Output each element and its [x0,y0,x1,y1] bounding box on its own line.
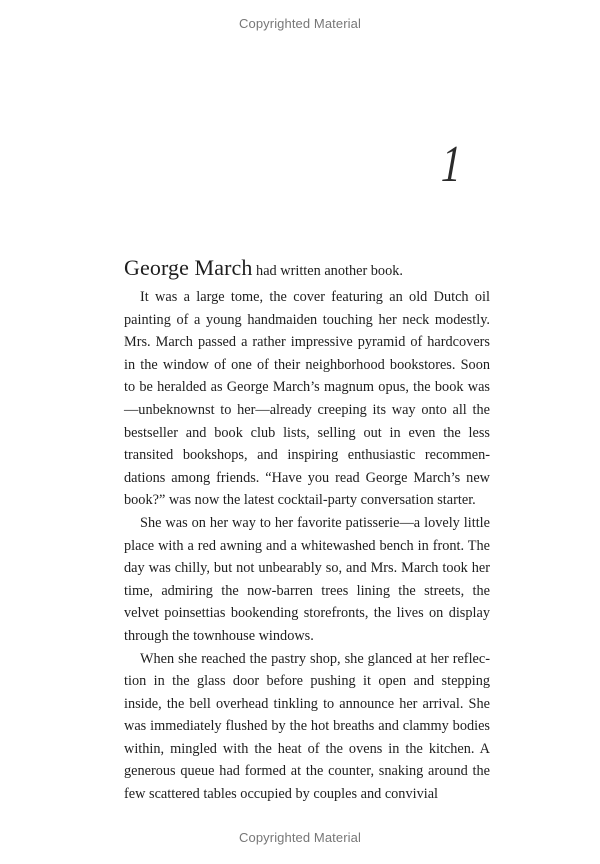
paragraph-2: She was on her way to her favorite patisserie—a lovely little place with a red awning and a whitewashed bench in front. The day was chilly, but not unbearably so, and Mrs. March took her time, admiring the now-barren trees lining the streets, the velvet poinsettias bookending storefronts, the lives on display through the townhouse windows. [124,514,490,644]
paragraph-3: When she reached the pastry shop, she glanced at her reflection in the glass door before pushing it open and stepping inside, the bell overhead tinkling to announce her arrival. She was immediately flushed by the hot breaths and clammy bodies within, mingled with the heat of the ovens in the kitchen. A generous queue had formed at the counter, snaking around the few scattered tables occupied by couples and convivial [124,650,490,803]
opening-line-rest: had written another book. [252,263,403,279]
copyright-watermark-top: Copyrighted Material [239,16,361,31]
opening-line [124,253,490,286]
chapter-number: 1 [436,136,467,193]
body-text [124,253,490,806]
copyright-watermark-bottom: Copyrighted Material [239,830,361,845]
opening-lead-words: George March [124,255,253,280]
paragraph-1: It was a large tome, the cover featuring an old Dutch oil painting of a young handmaiden touching her neck modestly. Mrs. March passed a rather impressive pyramid of hardcovers in the window of one of their neighborhood bookstores. Soon to be heralded as George March’s magnum opus, the book was—unbeknownst to her—already creeping its way onto all the bestseller and book club lists, selling out in even the less transited bookshops, and inspiring enthusiastic recommendations among friends. “Have you read George March’s new book?” was now the latest cocktail-party conversation starter. [124,289,490,509]
